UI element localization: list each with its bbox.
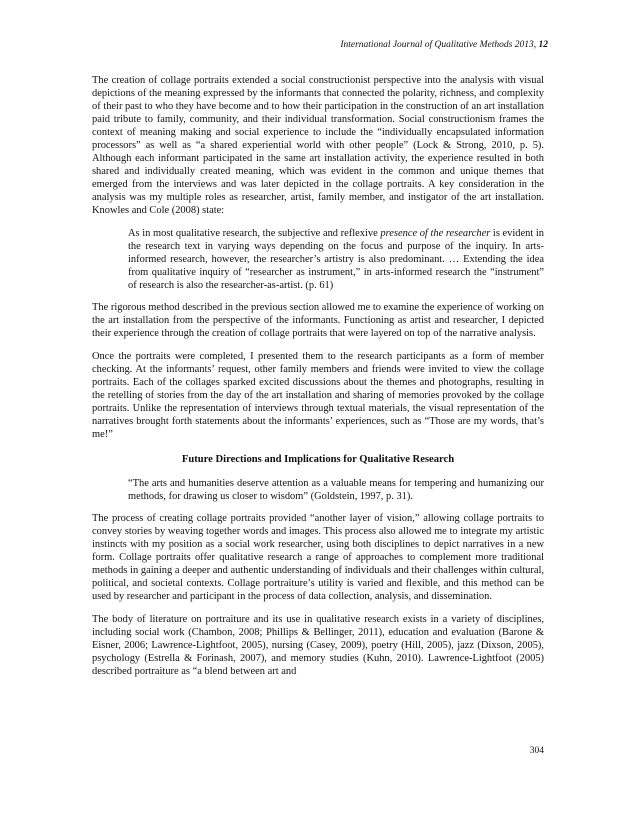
block-quote-goldstein: “The arts and humanities deserve attention as a valuable means for tempering and humanizing our methods, for drawing us closer to wisdom” (Goldstein, 1997, p. 31). [128, 478, 544, 502]
paragraph-collage-portraits: The creation of collage portraits extended a social constructionist perspective into the analysis with visual depictions of the meaning expressed by the informants that connected the polarity, richness, and complexity of their past to who they have become and to how their participation in the construction of an art installation paid tribute to family, community, and their individual transformation. Social constructionism frames the context of meaning making and social experience to include the “individually encapsulated information processors” as well as “a shared experiential world with other people” (Lock & Strong, 2010, p. 5). Although each informant participated in the same art installation activity, the experience resulted in both shared and individually created meaning, which was evident in the common and unique themes that emerged from the interviews and was later depicted in the collage portraits. A key consideration in the analysis was my multiple roles as researcher, artist, family member, and instigator of the art installation. Knowles and Cole (2008) state: [92, 75, 544, 216]
paragraph-literature: The body of literature on portraiture and its use in qualitative research exists in a variety of disciplines, including social work (Chambon, 2008; Phillips & Bellinger, 2011), education and evaluation (Barone & Eisner, 2006; Lawrence-Lightfoot, 2005), nursing (Casey, 2009), poetry (Hill, 2005), jazz (Dixson, 2005), psychology (Estrella & Forinash, 2007), and memory studies (Kuhn, 2010). Lawrence-Lightfoot (2005) described portraiture as “a blend between art and [92, 614, 544, 677]
journal-name: International Journal of Qualitative Methods 2013, [340, 40, 537, 50]
page-number: 304 [529, 746, 544, 756]
running-header [340, 40, 548, 50]
quote-text-start: As in most qualitative research, the subjective and reflexive [128, 228, 381, 239]
paragraph-member-checking: Once the portraits were completed, I presented them to the research participants as a form of member checking. At the informants’ request, other family members and friends were invited to view the collage portraits. Each of the collages sparked excited discussions about the themes and photographs, resulting in the retelling of stories from the day of the art installation and sharing of memories provoked by the collage portraits. Unlike the representation of interviews through textual materials, the visual representation of the narratives brought forth statements about the informants’ experiences, such as “Those are my words, that’s me!” [92, 351, 544, 440]
paragraph-process: The process of creating collage portraits provided “another layer of vision,” allowing collage portraits to convey stories by weaving together words and images. This process also allowed me to integrate my artistic instincts with my position as a social work researcher, using both disciplines to depict narratives in a new form. Collage portraits offer qualitative research a range of approaches to complement more traditional methods in gaining a deeper and authentic understanding of individuals and their challenges within cultural, political, and societal contexts. Collage portraiture’s utility is varied and flexible, and this method can be used by researcher and participant in the process of data collection, analysis, and dissemination. [92, 513, 544, 602]
block-quote-knowles-cole [128, 227, 544, 292]
section-heading: Future Directions and Implications for Qualitative Research [181, 454, 455, 465]
quote-text-end: is evident in the research text in varying ways depending on the focus and purpose of the inquiry. In arts-informed research, however, the researcher’s artistry is also predominant. … Extending the idea from qualitative inquiry of “researcher as instrument,” in arts-informed research the “instrument” of research is also the researcher-as-artist. (p. 61) [128, 228, 544, 291]
journal-volume: 12 [538, 40, 548, 50]
quote-emphasis: presence of the researcher [380, 228, 491, 239]
article-body [92, 74, 544, 688]
paragraph-rigorous-method: The rigorous method described in the previous section allowed me to examine the experience of working on the art installation from the perspective of the informants. Functioning as artist and researcher, I depicted their experience through the creation of collage portraits that were layered on top of the narrative analysis. [92, 302, 544, 339]
